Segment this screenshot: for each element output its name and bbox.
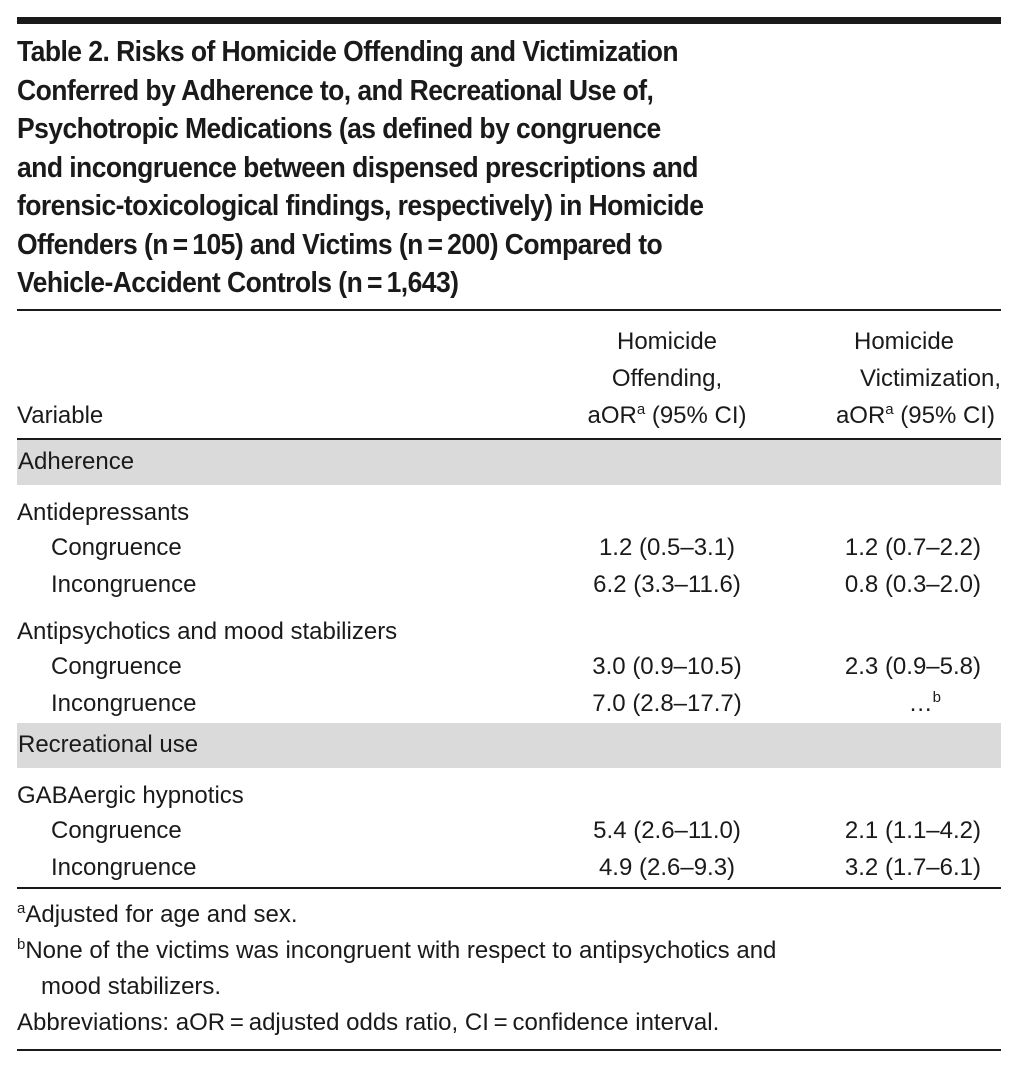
footnote-a: [17, 897, 1001, 933]
header-victimization-line3: [787, 397, 1001, 434]
title-line: Offenders (n = 105) and Victims (n = 200) Compared to: [17, 228, 663, 261]
offending-value: 7.0 (2.8–17.7): [592, 690, 742, 717]
row-label: Incongruence: [51, 690, 197, 717]
offending-value: 5.4 (2.6–11.0): [593, 817, 741, 844]
victimization-value: [787, 813, 1001, 850]
section-row-recreational-use: [17, 723, 1001, 768]
offending-value: 3.0 (0.9–10.5): [592, 653, 742, 680]
data-table: [17, 311, 1001, 889]
footnote-mark: a: [636, 400, 646, 418]
table-row: [17, 850, 1001, 888]
table-title: [17, 33, 1003, 303]
header-offending: [547, 311, 787, 439]
header-row: [17, 311, 1001, 439]
victimization-value: [787, 649, 1001, 686]
group-row-antidepressants: [17, 485, 1001, 530]
group-label: Antidepressants: [17, 498, 190, 526]
section-label: Adherence: [17, 439, 1001, 485]
header-offending-line1: Homicide: [616, 327, 718, 355]
header-variable: Variable: [17, 401, 104, 429]
footnote-mark: b: [932, 689, 941, 706]
section-row-adherence: [17, 439, 1001, 485]
header-offending-line2: Offending,: [611, 364, 723, 392]
aor-label: aOR: [587, 401, 637, 429]
row-label: Incongruence: [17, 850, 547, 888]
row-label: Congruence: [51, 817, 182, 844]
table-row: [17, 649, 1001, 686]
offending-value: 1.2 (0.5–3.1): [598, 534, 736, 561]
group-row-gabaergic-hypnotics: [17, 768, 1001, 813]
aor-label: aOR: [835, 401, 886, 429]
abbreviations-note: Abbreviations: aOR = adjusted odds ratio, CI = confidence interval.: [17, 1008, 720, 1036]
victimization-value: [787, 850, 1001, 888]
title-line: forensic-toxicological findings, respectively) in Homicide: [17, 190, 704, 222]
header-victimization: [787, 311, 1001, 439]
table-footnotes: [17, 897, 1001, 1049]
victimization-text: 0.8 (0.3–2.0): [844, 571, 981, 598]
bottom-rule: [17, 1049, 1001, 1051]
victimization-value: [787, 530, 1001, 567]
row-label: Congruence: [51, 534, 182, 561]
title-line: Conferred by Adherence to, and Recreational Use of,: [17, 74, 654, 107]
row-label: Congruence: [51, 653, 182, 680]
footnote-mark: a: [17, 899, 26, 917]
victimization-text: 2.1 (1.1–4.2): [844, 817, 981, 844]
ci-label: (95% CI): [893, 401, 995, 429]
top-rule: [17, 17, 1001, 24]
header-victimization-line2: Victimization,: [860, 364, 1001, 392]
table-row: [17, 686, 1001, 723]
table-container: [17, 17, 1001, 1051]
header-offending-line3: [547, 397, 787, 434]
header-victimization-line1: Homicide: [853, 327, 955, 355]
footnote-b: [17, 933, 1001, 969]
row-label: Incongruence: [51, 571, 197, 598]
title-line: Table 2. Risks of Homicide Offending and Victimization: [17, 36, 679, 68]
group-label: Antipsychotics and mood stabilizers: [17, 617, 398, 645]
footnote-text: None of the victims was incongruent with respect to antipsychotics and: [25, 936, 777, 964]
offending-value: 6.2 (3.3–11.6): [593, 571, 741, 598]
group-row-antipsychotics: [17, 604, 1001, 649]
title-line: Vehicle-Accident Controls (n = 1,643): [17, 267, 459, 299]
table-row: [17, 567, 1001, 604]
footnote-mark: b: [17, 935, 26, 953]
footnote-mark: a: [885, 400, 894, 418]
footnote-b-continued: mood stabilizers.: [41, 972, 222, 1000]
victimization-text: 2.3 (0.9–5.8): [844, 653, 981, 680]
victimization-text: 3.2 (1.7–6.1): [844, 854, 981, 881]
table-row: [17, 530, 1001, 567]
victimization-text: …: [908, 690, 933, 717]
footnote-text: Adjusted for age and sex.: [25, 900, 298, 928]
section-label: Recreational use: [17, 723, 1001, 768]
table-row: [17, 813, 1001, 850]
ci-label: (95% CI): [645, 401, 747, 429]
group-label: GABAergic hypnotics: [17, 781, 244, 809]
victimization-text: 1.2 (0.7–2.2): [844, 534, 981, 561]
offending-value: 4.9 (2.6–9.3): [547, 850, 787, 888]
title-line: Psychotropic Medications (as defined by congruence: [17, 113, 661, 145]
victimization-value: [787, 686, 1001, 723]
title-line: and incongruence between dispensed prescriptions and: [17, 151, 698, 184]
victimization-value: [787, 567, 1001, 604]
